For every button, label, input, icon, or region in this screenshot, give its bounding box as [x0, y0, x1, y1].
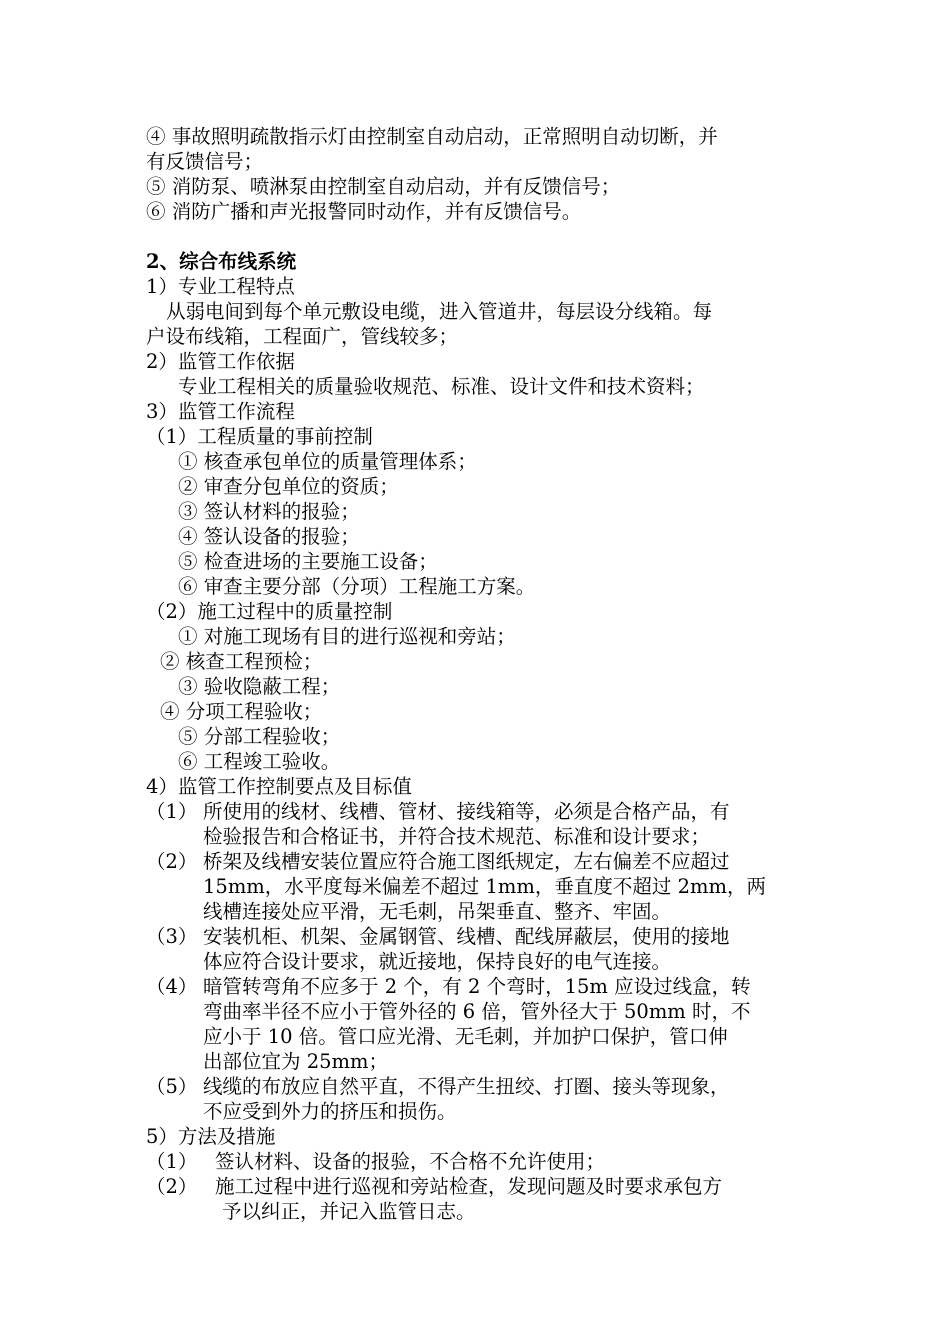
s3-p2-item: ③ 验收隐蔽工程；: [178, 675, 341, 698]
s3-p1-item: ⑤ 检查进场的主要施工设备；: [178, 550, 438, 573]
s4-item-line: 线缆的布放应自然平直，不得产生扭绞、打圈、接头等现象，: [203, 1075, 730, 1098]
s4-item-number: （5）: [146, 1075, 198, 1098]
s4-item-line: 不应受到外力的挤压和损伤。: [203, 1100, 457, 1123]
s3-p1-item: ① 核查承包单位的质量管理体系；: [178, 450, 477, 473]
s1-line-2: 户设布线箱，工程面广，管线较多；: [146, 325, 459, 348]
s3-p1-item: ⑥ 审查主要分部（分项）工程施工方案。: [178, 575, 536, 598]
s5-item-number: （1）: [146, 1150, 198, 1173]
s4-item-number: （1）: [146, 800, 198, 823]
s3-p1-item: ③ 签认材料的报验；: [178, 500, 360, 523]
s3-p2-item: ④ 分项工程验收；: [160, 700, 323, 723]
s4-item-number: （4）: [146, 975, 198, 998]
s4-item-line: 暗管转弯角不应多于 2 个，有 2 个弯时，15m 应设过线盒，转: [203, 975, 751, 998]
s3-p2-item: ② 核查工程预检；: [160, 650, 323, 673]
s1-title: 1）专业工程特点: [146, 275, 295, 298]
s4-item-line: 弯曲率半径不应小于管外径的 6 倍，管外径大于 50mm 时，不: [203, 1000, 751, 1023]
s4-item-line: 线槽连接处应平滑，无毛刺，吊架垂直、整齐、牢固。: [203, 900, 672, 923]
intro-item-5: ⑤ 消防泵、喷淋泵由控制室自动启动，并有反馈信号；: [146, 175, 621, 198]
s4-item-line: 安装机柜、机架、金属钢管、线槽、配线屏蔽层，使用的接地: [203, 925, 730, 948]
s3-p1-title: （1）工程质量的事前控制: [146, 425, 373, 448]
s3-p2-title: （2）施工过程中的质量控制: [146, 600, 393, 623]
s3-title: 3）监管工作流程: [146, 400, 295, 423]
intro-item-4-line-2: 有反馈信号；: [146, 150, 264, 173]
s4-item-line: 桥架及线槽安装位置应符合施工图纸规定，左右偏差不应超过: [203, 850, 730, 873]
s4-title: 4）监管工作控制要点及目标值: [146, 775, 412, 798]
s5-item-line: 施工过程中进行巡视和旁站检查，发现问题及时要求承包方: [215, 1175, 723, 1198]
s2-body: 专业工程相关的质量验收规范、标准、设计文件和技术资料；: [178, 375, 705, 398]
s5-item-number: （2）: [146, 1175, 198, 1198]
s4-item-number: （2）: [146, 850, 198, 873]
s4-item-line: 体应符合设计要求，就近接地，保持良好的电气连接。: [203, 950, 672, 973]
s5-item-line: 予以纠正，并记入监管日志。: [222, 1200, 476, 1223]
s1-line-1: 从弱电间到每个单元敷设电缆，进入管道井，每层设分线箱。每: [166, 300, 713, 323]
s5-title: 5）方法及措施: [146, 1125, 276, 1148]
section-heading: 2、综合布线系统: [146, 250, 297, 273]
s4-item-number: （3）: [146, 925, 198, 948]
s4-item-line: 15mm，水平度每米偏差不超过 1mm，垂直度不超过 2mm，两: [203, 875, 766, 898]
s4-item-line: 所使用的线材、线槽、管材、接线箱等，必须是合格产品，有: [203, 800, 730, 823]
s3-p2-item: ① 对施工现场有目的进行巡视和旁站；: [178, 625, 516, 648]
intro-item-4-line-1: ④ 事故照明疏散指示灯由控制室自动启动，正常照明自动切断，并: [146, 125, 718, 148]
s3-p2-item: ⑤ 分部工程验收；: [178, 725, 341, 748]
s4-item-line: 应小于 10 倍。管口应光滑、无毛刺，并加护口保护，管口伸: [203, 1025, 728, 1048]
s5-item-line: 签认材料、设备的报验，不合格不允许使用；: [215, 1150, 606, 1173]
s2-title: 2）监管工作依据: [146, 350, 295, 373]
s3-p2-item: ⑥ 工程竣工验收。: [178, 750, 341, 773]
intro-item-6: ⑥ 消防广播和声光报警同时动作，并有反馈信号。: [146, 200, 582, 223]
s4-item-line: 出部位宜为 25mm；: [203, 1050, 388, 1073]
s4-item-line: 检验报告和合格证书，并符合技术规范、标准和设计要求；: [203, 825, 711, 848]
s3-p1-item: ② 审查分包单位的资质；: [178, 475, 399, 498]
s3-p1-item: ④ 签认设备的报验；: [178, 525, 360, 548]
